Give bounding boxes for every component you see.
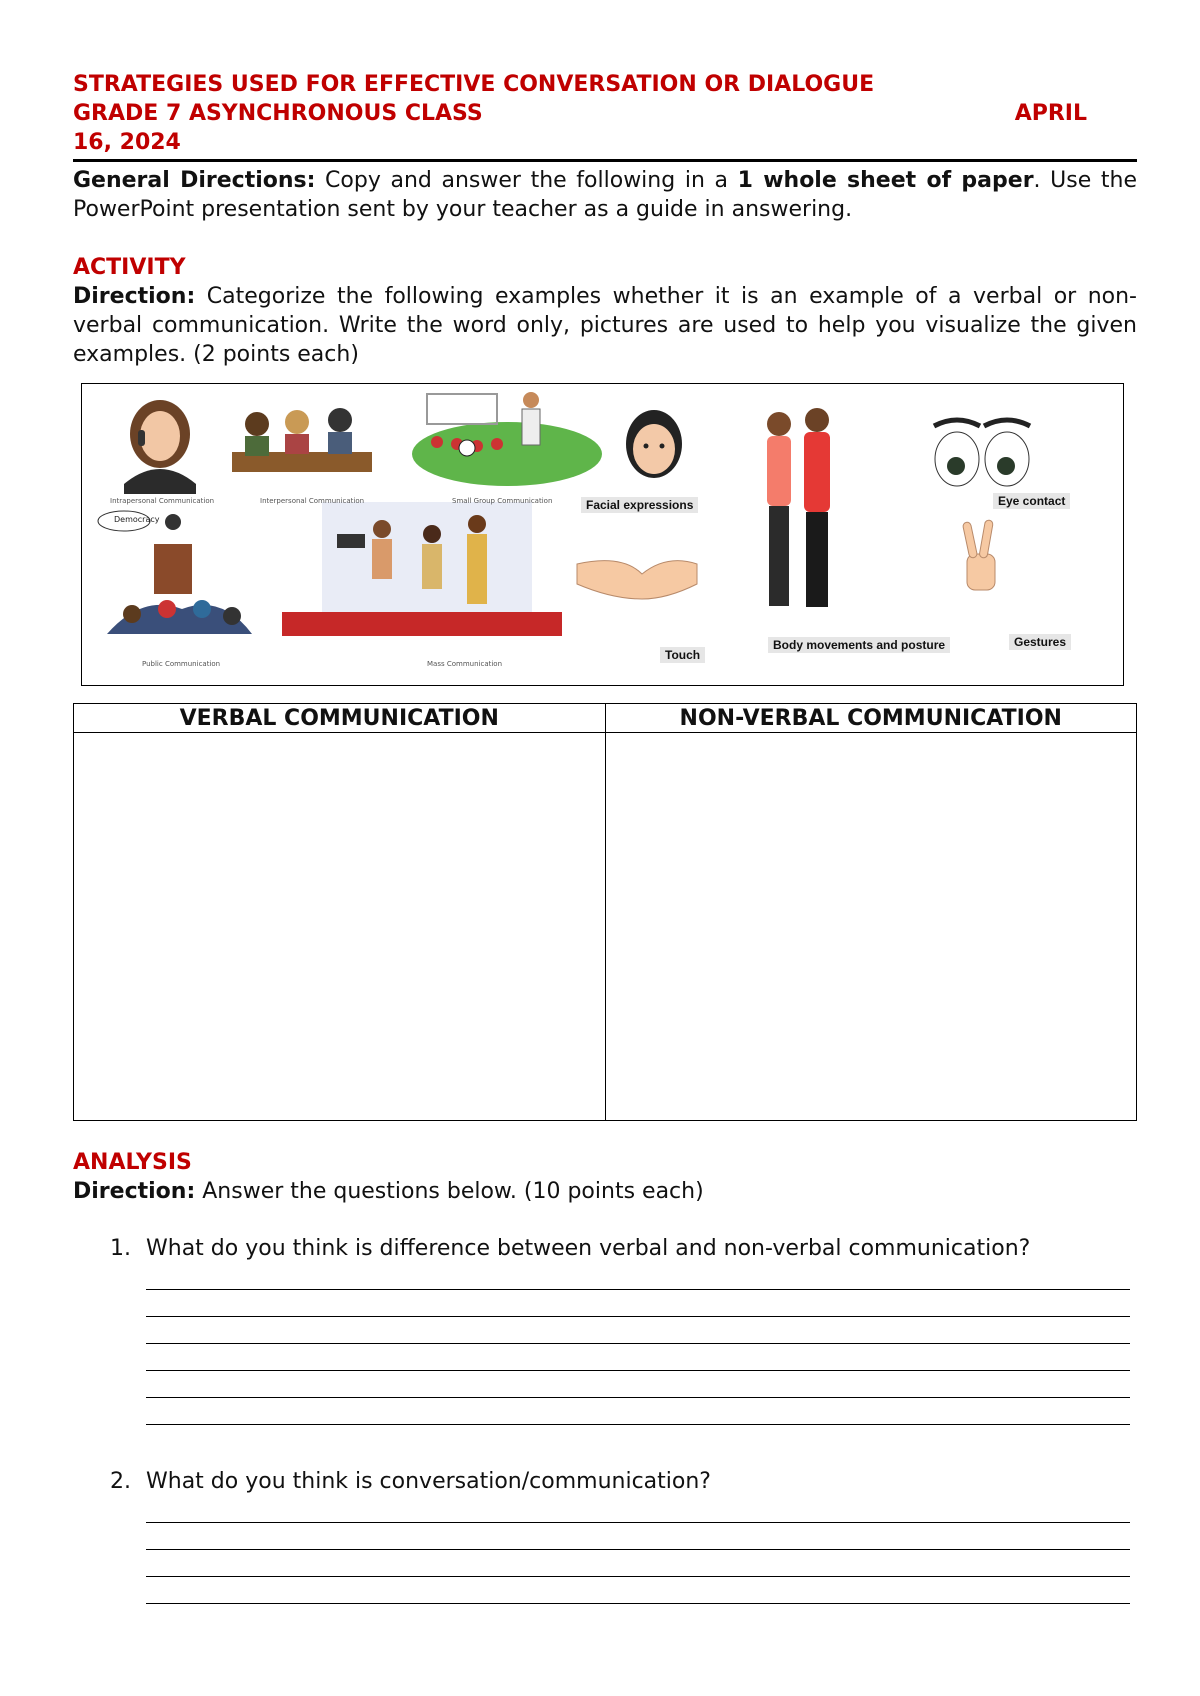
question-text: What do you think is conversation/communication? — [146, 1469, 711, 1494]
analysis-direction-label: Direction: — [73, 1179, 196, 1204]
press-interview-icon — [282, 502, 562, 636]
label-facial-expressions: Facial expressions — [581, 497, 698, 513]
categorize-table — [73, 703, 1137, 1121]
non-verbal-answer-cell[interactable] — [605, 733, 1137, 1121]
answer-line[interactable] — [146, 1317, 1130, 1344]
worksheet-page — [73, 70, 1137, 369]
date-day-year: 16, 2024 — [73, 130, 181, 155]
analysis-section — [73, 1148, 1137, 1604]
label-touch: Touch — [660, 647, 705, 663]
examples-figure — [81, 383, 1124, 686]
girl-face-icon — [626, 410, 682, 478]
answer-line[interactable] — [146, 1290, 1130, 1317]
general-directions-bold: 1 whole sheet of paper — [737, 168, 1034, 193]
general-directions-label: General Directions: — [73, 168, 316, 193]
answer-line[interactable] — [146, 1577, 1130, 1604]
answer-line[interactable] — [146, 1496, 1130, 1523]
column-non-verbal: NON-VERBAL COMMUNICATION — [605, 704, 1137, 733]
general-directions — [73, 166, 1137, 224]
verbal-answer-cell[interactable] — [74, 733, 606, 1121]
caption-intrapersonal: Intrapersonal Communication — [110, 497, 215, 505]
activity-direction-text: Categorize the following examples whether it is an example of a verbal or non-verbal communication. Write the word only, pictures are used to help you visualize the given examples. (2 points each) — [73, 284, 1137, 367]
caption-interpersonal: Interpersonal Communication — [260, 497, 365, 505]
column-verbal: VERBAL COMMUNICATION — [74, 704, 606, 733]
answer-lines-1 — [146, 1263, 1130, 1425]
class-name: GRADE 7 ASYNCHRONOUS CLASS — [73, 101, 483, 126]
question-2 — [110, 1467, 1137, 1496]
answer-lines-2 — [146, 1496, 1130, 1604]
question-number: 1. — [110, 1236, 131, 1261]
answer-line[interactable] — [146, 1263, 1130, 1290]
caption-mass: Mass Communication — [427, 660, 503, 668]
label-eye-contact: Eye contact — [993, 493, 1070, 509]
activity-direction — [73, 282, 1137, 369]
answer-line[interactable] — [146, 1523, 1130, 1550]
general-directions-text2: . Use the PowerPoint presentation sent by your teacher as a guide in answering. — [73, 168, 1137, 222]
examples-illustration — [82, 384, 1122, 684]
activity-direction-label: Direction: — [73, 284, 196, 309]
answer-line[interactable] — [146, 1371, 1130, 1398]
activity-title: ACTIVITY — [73, 255, 186, 280]
question-text: What do you think is difference between verbal and non-verbal communication? — [146, 1236, 1031, 1261]
class-line — [73, 99, 1137, 128]
answer-line[interactable] — [146, 1398, 1130, 1425]
meeting-icon — [232, 408, 372, 472]
caption-small-group: Small Group Communication — [452, 497, 553, 505]
analysis-direction-text: Answer the questions below. (10 points each) — [195, 1179, 704, 1204]
answer-line[interactable] — [146, 1344, 1130, 1371]
couple-icon — [767, 408, 830, 607]
speech-bubble-text: Democracy — [114, 515, 160, 524]
question-1 — [110, 1234, 1137, 1263]
date-month: APRIL — [1014, 101, 1087, 126]
caption-public: Public Communication — [142, 660, 221, 668]
speaker-podium-icon — [98, 511, 252, 634]
worksheet-title: STRATEGIES USED FOR EFFECTIVE CONVERSATION OR DIALOGUE — [73, 72, 875, 97]
soccer-coach-icon — [412, 392, 602, 486]
peace-sign-hand-icon — [962, 520, 995, 590]
woman-on-phone-icon — [124, 400, 196, 494]
label-gestures: Gestures — [1009, 634, 1071, 650]
analysis-title: ANALYSIS — [73, 1150, 192, 1175]
general-directions-text1: Copy and answer the following in a — [315, 168, 738, 193]
analysis-direction — [73, 1177, 1137, 1206]
handshake-icon — [577, 561, 697, 599]
eyes-icon — [934, 420, 1030, 486]
question-number: 2. — [110, 1469, 131, 1494]
label-body-movements: Body movements and posture — [768, 637, 950, 653]
header-rule — [73, 159, 1137, 162]
answer-line[interactable] — [146, 1550, 1130, 1577]
